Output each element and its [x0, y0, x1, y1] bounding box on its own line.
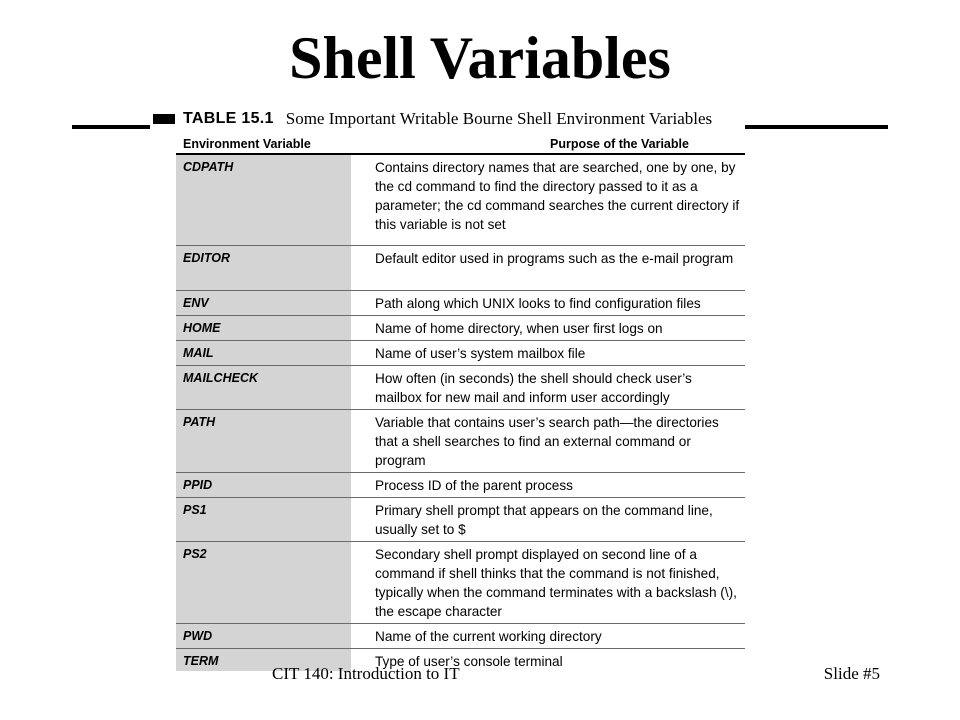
variable-name: PWD — [176, 624, 351, 648]
table-row — [176, 246, 745, 291]
course-footer: CIT 140: Introduction to IT — [272, 664, 460, 683]
variable-name: PS1 — [176, 498, 351, 541]
variable-purpose: Name of home directory, when user first logs on — [375, 321, 663, 336]
variable-purpose: Process ID of the parent process — [375, 478, 573, 493]
table-row — [176, 291, 745, 316]
table-caption-text: Some Important Writable Bourne Shell Environment Variables — [285, 109, 713, 128]
variable-name: HOME — [176, 316, 351, 340]
variable-purpose: Type of user’s console terminal — [375, 654, 563, 669]
variable-purpose: Name of user’s system mailbox file — [375, 346, 586, 361]
slide-number: Slide #5 — [823, 664, 880, 683]
variable-purpose: Primary shell prompt that appears on the command line, usually set to $ — [375, 503, 713, 537]
variable-name: ENV — [176, 291, 351, 315]
variable-purpose: Path along which UNIX looks to find configuration files — [375, 296, 701, 311]
table-row — [176, 473, 745, 498]
variable-purpose: Variable that contains user’s search path—the directories that a shell searches to find an external command or program — [375, 415, 719, 468]
variable-name: PS2 — [176, 542, 351, 623]
title-rule-left — [72, 125, 150, 129]
variable-name: PATH — [176, 410, 351, 472]
variable-purpose: Name of the current working directory — [375, 629, 602, 644]
variable-purpose: How often (in seconds) the shell should check user’s mailbox for new mail and inform user accordingly — [375, 371, 692, 405]
variable-name: TERM — [176, 649, 351, 671]
table-caption — [153, 107, 753, 131]
table-row — [176, 366, 745, 410]
table-row — [176, 410, 745, 473]
slide-title: Shell Variables — [289, 25, 671, 91]
env-variables-table — [176, 137, 745, 669]
caption-bar-icon — [153, 114, 175, 124]
table-row — [176, 155, 745, 246]
variable-purpose: Default editor used in programs such as the e-mail program — [375, 251, 734, 266]
table-body — [176, 155, 745, 671]
table-row — [176, 624, 745, 649]
variable-name: MAILCHECK — [176, 366, 351, 409]
variable-purpose: Contains directory names that are searched, one by one, by the cd command to find the directory passed to it as a parameter; the cd command searches the current directory if this variable is not set — [375, 160, 740, 232]
variable-purpose: Secondary shell prompt displayed on second line of a command if shell thinks that the command is not finished, typically when the command terminates with a backslash (\), the escape character — [375, 547, 737, 619]
table-row — [176, 542, 745, 624]
variable-name: PPID — [176, 473, 351, 497]
variable-name: CDPATH — [176, 155, 351, 245]
variable-name: MAIL — [176, 341, 351, 365]
table-label: TABLE 15.1 — [183, 110, 274, 127]
table-row — [176, 498, 745, 542]
table-header — [176, 137, 745, 155]
table-row — [176, 341, 745, 366]
header-purpose: Purpose of the Variable — [550, 137, 689, 151]
title-rule-right — [745, 125, 888, 129]
variable-name: EDITOR — [176, 246, 351, 290]
table-row — [176, 316, 745, 341]
table-row — [176, 649, 745, 671]
header-variable: Environment Variable — [183, 137, 311, 151]
